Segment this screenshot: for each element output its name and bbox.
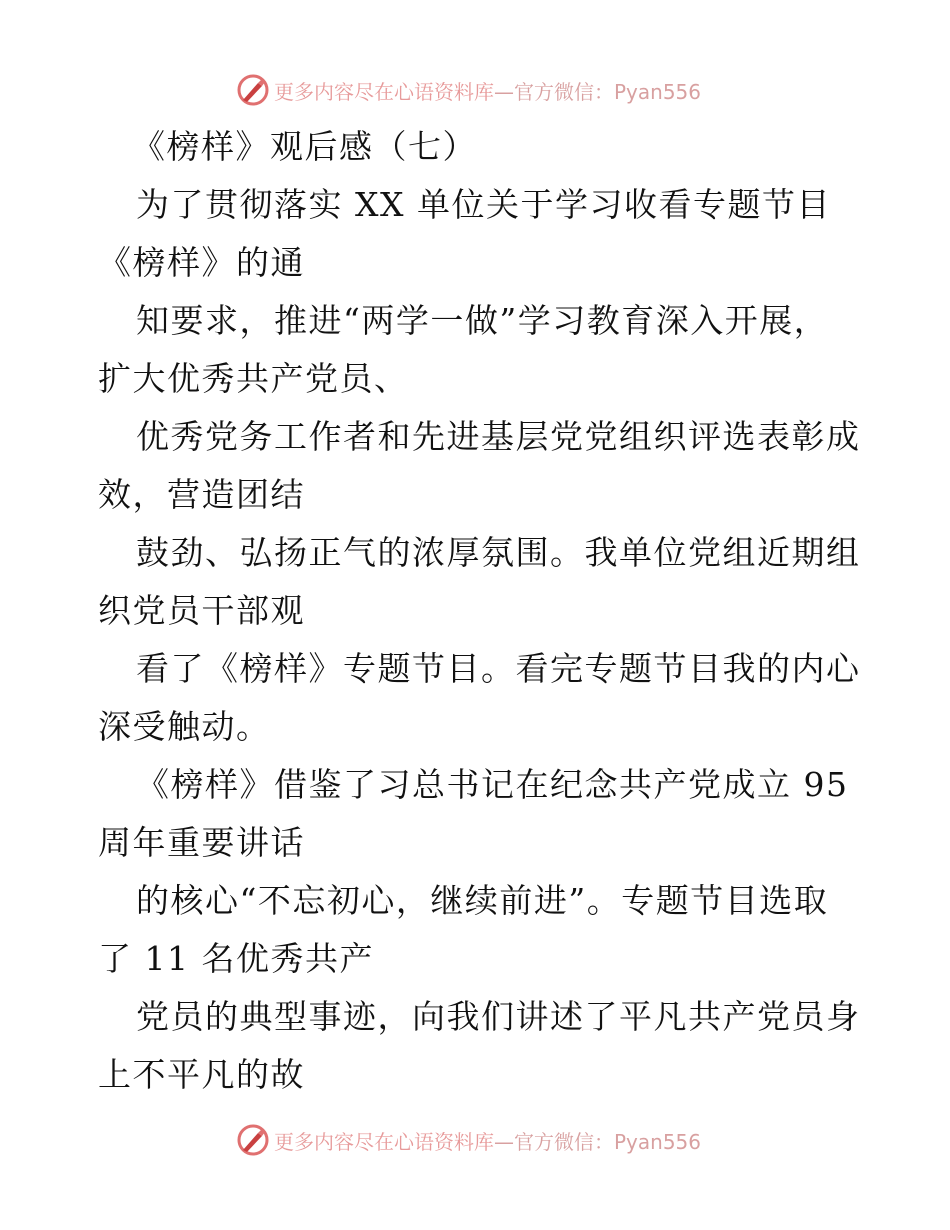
paragraph-line: 的核心“不忘初心，继续前进”。专题节目选取	[136, 881, 829, 920]
header-watermark	[236, 72, 701, 108]
paragraph-line: 上不平凡的故	[98, 1055, 305, 1094]
paragraph-line: 看了《榜样》专题节目。看完专题节目我的内心	[136, 649, 861, 688]
paragraph-line: 扩大优秀共产党员、	[98, 359, 409, 398]
watermark-main-text: 更多内容尽在心语资料库	[274, 1129, 494, 1154]
paragraph-line: 周年重要讲话	[98, 823, 305, 862]
pen-circle-logo-icon	[236, 73, 270, 107]
watermark-main-text: 更多内容尽在心语资料库	[274, 79, 494, 104]
paragraph-line: 深受触动。	[98, 707, 271, 746]
watermark-wechat-text: —官方微信：Pyan556	[494, 1129, 702, 1154]
watermark-wechat-text: —官方微信：Pyan556	[494, 79, 702, 104]
document-body	[98, 118, 861, 1104]
paragraph-line: 为了贯彻落实 XX 单位关于学习收看专题节目	[136, 185, 831, 224]
pen-circle-logo-icon	[236, 1123, 270, 1157]
paragraph-line: 优秀党务工作者和先进基层党党组织评选表彰成	[136, 417, 861, 456]
paragraph-line: 鼓劲、弘扬正气的浓厚氛围。我单位党组近期组	[136, 533, 861, 572]
footer-watermark	[236, 1122, 701, 1158]
paragraph-line: 织党员干部观	[98, 591, 305, 630]
paragraph-line: 效，营造团结	[98, 475, 305, 514]
paragraph-line: 了 11 名优秀共产	[98, 939, 374, 978]
paragraph-line: 《榜样》借鉴了习总书记在纪念共产党成立 95	[136, 765, 849, 804]
paragraph-line: 《榜样》的通	[98, 243, 305, 282]
document-title: 《榜样》观后感（七）	[132, 127, 477, 166]
paragraph-line: 知要求，推进“两学一做”学习教育深入开展，	[136, 301, 829, 340]
paragraph-line: 党员的典型事迹，向我们讲述了平凡共产党员身	[136, 997, 861, 1036]
